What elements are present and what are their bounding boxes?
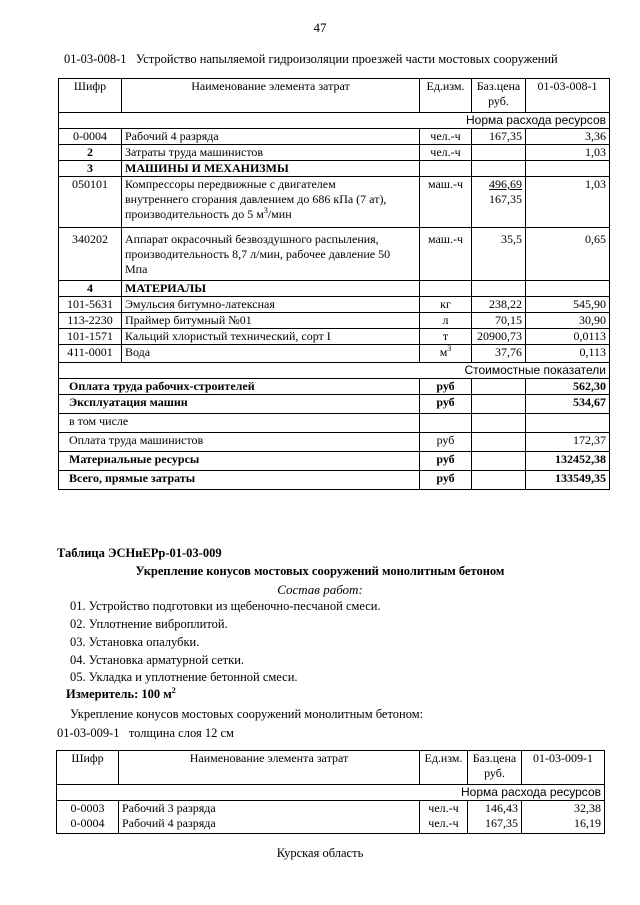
table-cell: Рабочий 4 разряда xyxy=(119,816,420,834)
table-cell: т xyxy=(420,329,472,345)
header-price xyxy=(472,79,526,113)
table-cell: 113-2230 xyxy=(59,313,122,329)
table-cell: Затраты труда машинистов xyxy=(122,145,420,161)
table-cell: Рабочий 3 разряда xyxy=(119,801,420,817)
text-fragment: /мин xyxy=(267,207,292,221)
table-cell: 534,67 xyxy=(526,395,610,414)
table-cell: 050101 xyxy=(59,177,122,228)
text-fragment: руб. xyxy=(488,94,509,108)
table-cell: 0,0113 xyxy=(526,329,610,345)
text-fragment: Баз.цена xyxy=(472,751,517,765)
table-row xyxy=(59,329,610,345)
table-cell: руб xyxy=(420,471,472,490)
table-cell: маш.-ч xyxy=(420,177,472,228)
cost-label-row xyxy=(59,363,610,379)
table-row xyxy=(59,228,610,281)
table-cell xyxy=(420,281,472,297)
table-cell: 35,5 xyxy=(472,228,526,281)
text-fragment: Баз.цена xyxy=(476,79,521,93)
table-cell xyxy=(472,161,526,177)
table-cell: кг xyxy=(420,297,472,313)
table-cell: 30,90 xyxy=(526,313,610,329)
table-cell: 1,03 xyxy=(526,177,610,228)
text-fragment: 3 xyxy=(447,344,452,353)
table-cell xyxy=(472,145,526,161)
header-price xyxy=(468,751,522,785)
table-cell: 2 xyxy=(59,145,122,161)
table-cell: 340202 xyxy=(59,228,122,281)
table-cell xyxy=(526,414,610,433)
norm-label: Норма расхода ресурсов xyxy=(57,785,605,801)
section-code: 01-03-008-1 xyxy=(64,52,127,66)
table-cell: Всего, прямые затраты xyxy=(59,471,420,490)
table-row xyxy=(59,129,610,145)
text-fragment: м xyxy=(439,345,448,359)
table-cell xyxy=(472,281,526,297)
resource-table-2 xyxy=(56,750,605,834)
table-cell: Оплата труда рабочих-строителей xyxy=(59,379,420,395)
table-cell: 133549,35 xyxy=(526,471,610,490)
section-description: Укрепление конусов мостовых сооружений монолитным бетоном: xyxy=(70,707,424,721)
cost-row xyxy=(59,452,610,471)
table-cell: 411-0001 xyxy=(59,345,122,363)
cost-row xyxy=(59,471,610,490)
table-cell: 545,90 xyxy=(526,297,610,313)
work-item: 02. Уплотнение виброплитой. xyxy=(70,617,228,631)
table-cell: руб xyxy=(420,395,472,414)
work-composition-title: Состав работ: xyxy=(277,582,363,597)
subsection-desc: толщина слоя 12 см xyxy=(128,726,234,740)
table-cell: 32,38 xyxy=(522,801,605,817)
section-heading xyxy=(64,52,558,67)
table-cell: 167,35 xyxy=(468,816,522,834)
work-item: 03. Установка опалубки. xyxy=(70,635,200,649)
subsection-code: 01-03-009-1 xyxy=(57,726,120,740)
row-name xyxy=(122,177,420,228)
header-shifr: Шифр xyxy=(59,79,122,113)
table-cell: 4 xyxy=(59,281,122,297)
text-fragment: производительность 8,7 л/мин, рабочее давление 50 xyxy=(125,247,391,261)
norm-row xyxy=(59,113,610,129)
cost-label: Стоимостные показатели xyxy=(59,363,610,379)
table-cell: чел.-ч xyxy=(420,801,468,817)
table-cell: 101-5631 xyxy=(59,297,122,313)
table-subtitle: Укрепление конусов мостовых сооружений монолитным бетоном xyxy=(135,564,505,578)
table-cell: Кальций хлористый технический, сорт I xyxy=(122,329,420,345)
table-cell: МАШИНЫ И МЕХАНИЗМЫ xyxy=(122,161,420,177)
subsection-heading xyxy=(57,726,234,741)
table-cell: 562,30 xyxy=(526,379,610,395)
table-row xyxy=(59,313,610,329)
text-fragment: 496,69 xyxy=(489,177,522,191)
table-row xyxy=(59,281,610,297)
table-cell xyxy=(420,414,472,433)
table-cell: 0,113 xyxy=(526,345,610,363)
table-cell: л xyxy=(420,313,472,329)
table-cell xyxy=(472,395,526,414)
table-row xyxy=(59,297,610,313)
table-cell: 0-0004 xyxy=(57,816,119,834)
text-fragment: Компрессоры передвижные с двигателем xyxy=(125,177,336,191)
table-row xyxy=(57,801,605,817)
table-cell: 0-0003 xyxy=(57,801,119,817)
work-item: 04. Установка арматурной сетки. xyxy=(70,653,245,667)
page-number: 47 xyxy=(313,20,327,35)
table-cell: 1,03 xyxy=(526,145,610,161)
table-cell: чел.-ч xyxy=(420,145,472,161)
table-cell: руб xyxy=(420,433,472,452)
table-cell xyxy=(526,161,610,177)
text-fragment: Аппарат окрасочный безвоздушного распыления, xyxy=(125,232,379,246)
header-code: 01-03-008-1 xyxy=(526,79,610,113)
table-cell: МАТЕРИАЛЫ xyxy=(122,281,420,297)
table-cell: Эксплуатация машин xyxy=(59,395,420,414)
cost-row xyxy=(59,433,610,452)
row-name xyxy=(122,228,420,281)
table-cell: 146,43 xyxy=(468,801,522,817)
table-row xyxy=(59,177,610,228)
table-cell xyxy=(472,433,526,452)
work-item: 05. Укладка и уплотнение бетонной смеси. xyxy=(70,670,298,684)
norm-label: Норма расхода ресурсов xyxy=(59,113,610,129)
table-cell: 16,19 xyxy=(522,816,605,834)
footer-region: Курская область xyxy=(276,846,364,860)
header-name: Наименование элемента затрат xyxy=(119,751,420,785)
table-cell: Праймер битумный №01 xyxy=(122,313,420,329)
table-cell xyxy=(472,414,526,433)
norm-row xyxy=(57,785,605,801)
table-cell: Рабочий 4 разряда xyxy=(122,129,420,145)
table-cell: 101-1571 xyxy=(59,329,122,345)
table-cell: Оплата труда машинистов xyxy=(59,433,420,452)
table-cell: 3,36 xyxy=(526,129,610,145)
table-title: Таблица ЭСНиЕРр-01-03-009 xyxy=(57,546,222,560)
table-row xyxy=(59,145,610,161)
table-cell: чел.-ч xyxy=(420,816,468,834)
table-cell: 132452,38 xyxy=(526,452,610,471)
table-cell: Эмульсия битумно-латексная xyxy=(122,297,420,313)
table-cell: 3 xyxy=(59,161,122,177)
text-fragment: Измеритель: 100 м xyxy=(66,687,172,701)
table-cell: 167,35 xyxy=(472,129,526,145)
header-code: 01-03-009-1 xyxy=(522,751,605,785)
text-fragment: Мпа xyxy=(125,262,148,276)
section-title: Устройство напыляемой гидроизоляции проезжей части мостовых сооружений xyxy=(135,52,558,66)
table-cell: Материальные ресурсы xyxy=(59,452,420,471)
table-row xyxy=(59,345,610,363)
text-fragment: 3 xyxy=(263,206,268,215)
text-fragment: внутреннего сгорания давлением до 686 кПа (7 ат), xyxy=(125,192,387,206)
table-cell xyxy=(526,281,610,297)
table-cell: чел.-ч xyxy=(420,129,472,145)
table-cell: 37,76 xyxy=(472,345,526,363)
table-cell: 20900,73 xyxy=(472,329,526,345)
header-shifr: Шифр xyxy=(57,751,119,785)
row-price xyxy=(472,177,526,228)
table-cell: маш.-ч xyxy=(420,228,472,281)
table-cell: 238,22 xyxy=(472,297,526,313)
text-fragment: 2 xyxy=(171,685,176,695)
header-unit: Ед.изм. xyxy=(420,751,468,785)
table-header-row xyxy=(57,751,605,785)
table-cell: 0-0004 xyxy=(59,129,122,145)
table-cell: в том числе xyxy=(59,414,420,433)
text-fragment: производительность до 5 м xyxy=(125,207,264,221)
cost-row xyxy=(59,395,610,414)
cost-row xyxy=(59,414,610,433)
text-fragment: 167,35 xyxy=(489,192,522,206)
table-cell: руб xyxy=(420,379,472,395)
table-cell: руб xyxy=(420,452,472,471)
table-cell: 0,65 xyxy=(526,228,610,281)
table-cell xyxy=(472,452,526,471)
resource-table-1 xyxy=(58,78,610,490)
table-row xyxy=(59,161,610,177)
header-unit: Ед.изм. xyxy=(420,79,472,113)
table-cell xyxy=(420,161,472,177)
table-row xyxy=(57,816,605,834)
table-cell xyxy=(472,471,526,490)
row-unit xyxy=(420,345,472,363)
table-cell xyxy=(472,379,526,395)
text-fragment: руб. xyxy=(484,766,505,780)
cost-row xyxy=(59,379,610,395)
table-cell: Вода xyxy=(122,345,420,363)
table-header-row xyxy=(59,79,610,113)
table-cell: 70,15 xyxy=(472,313,526,329)
measure-unit xyxy=(66,687,176,702)
header-name: Наименование элемента затрат xyxy=(122,79,420,113)
table-cell: 172,37 xyxy=(526,433,610,452)
work-item: 01. Устройство подготовки из щебеночно-песчаной смеси. xyxy=(70,599,381,613)
